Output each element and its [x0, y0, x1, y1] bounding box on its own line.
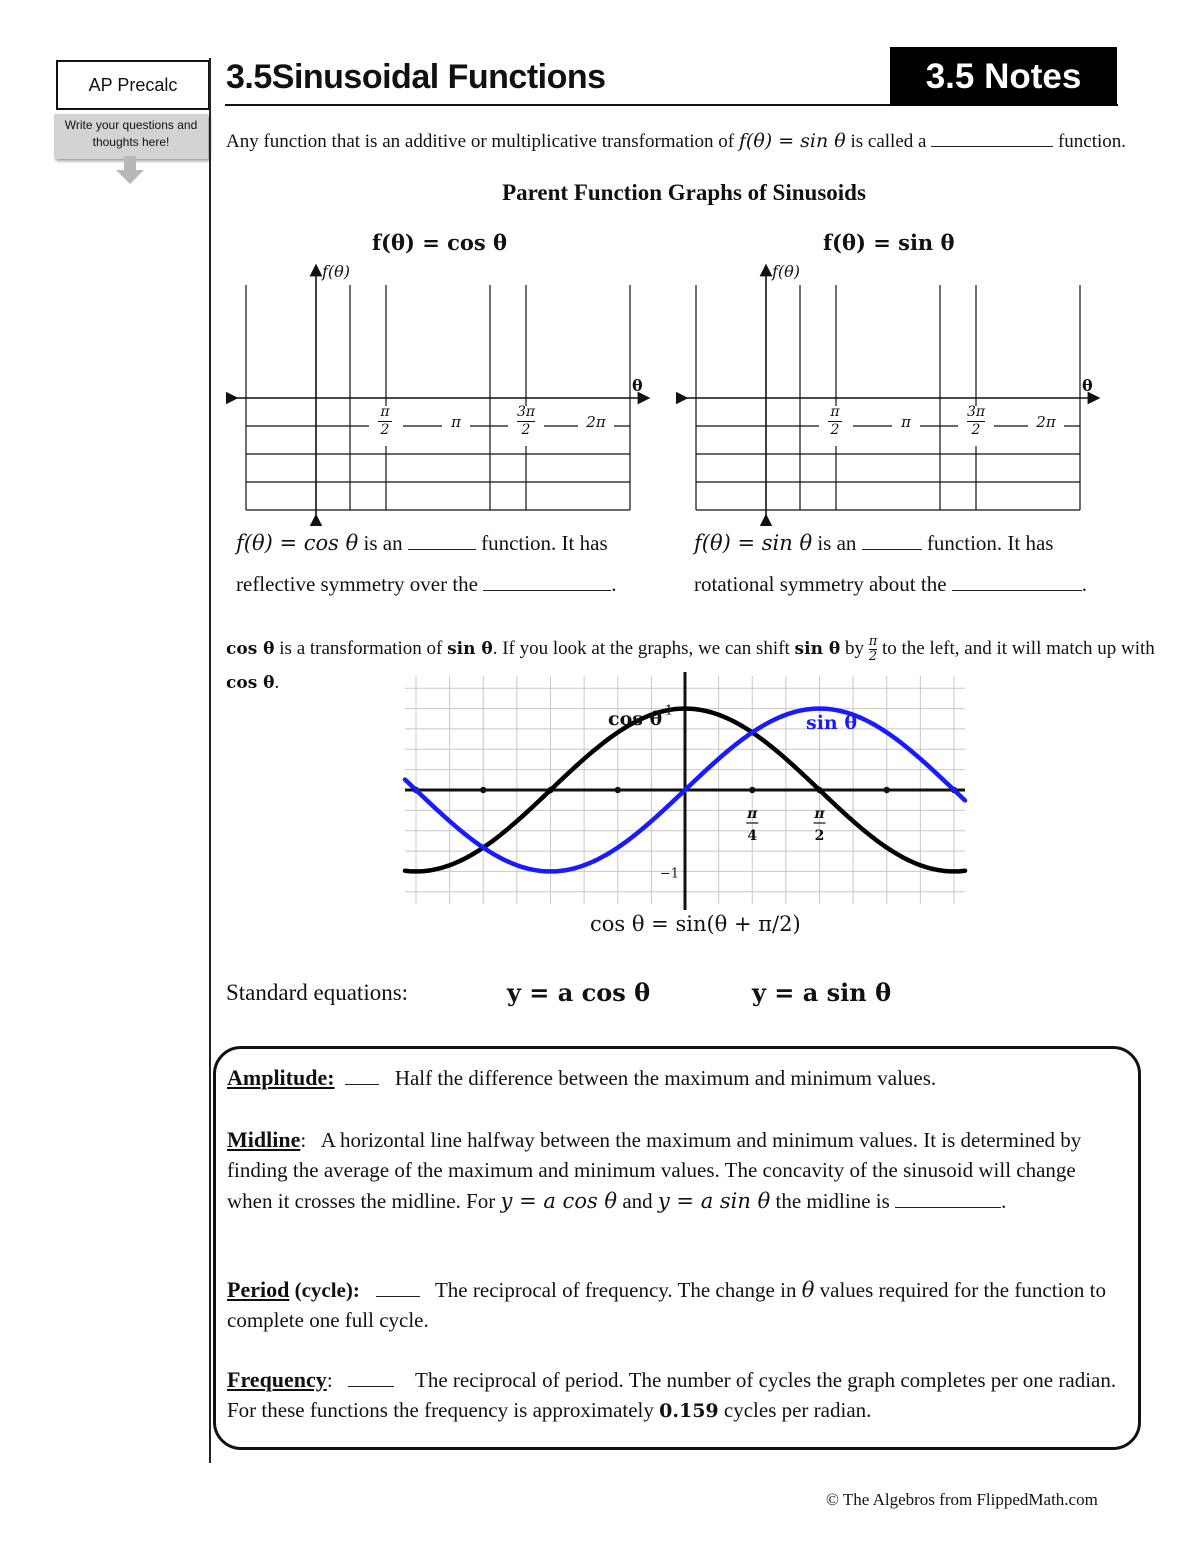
sin-legend-label: sin θ: [806, 712, 858, 734]
sin-tick-2pi: 2π: [1036, 413, 1056, 431]
cos-legend-label: cos θ: [608, 708, 663, 730]
sin-x-axis-label: θ: [1082, 376, 1093, 395]
axis-tick-dot: [884, 787, 890, 793]
parent-graphs-heading: Parent Function Graphs of Sinusoids: [502, 180, 866, 205]
frequency-definition: Frequency: The reciprocal of period. The number of cycles the graph completes per one radian. For these functions the frequency is approximately 0.159 cycles per radian.: [227, 1364, 1125, 1426]
sin-tick-pi: π: [901, 413, 911, 431]
notes-badge: 3.5 Notes: [890, 47, 1117, 106]
sin-tick-3pi-over-2: 3π 2: [966, 404, 986, 438]
cos-tick-pi: π: [451, 413, 461, 431]
cos-parent-grid: [226, 258, 656, 526]
frequency-blank[interactable]: [348, 1364, 394, 1387]
intro-text-2: is called a: [845, 130, 932, 152]
period-definition: Period (cycle): The reciprocal of frequency. The change in θ values required for the function to complete one full cycle.: [227, 1274, 1125, 1335]
transformation-paragraph: cos θ is a transformation of sin θ. If you look at the graphs, we can shift sin θ by $\frac{\pi}{2}$ to the left, and it will match up with cos θ.: [226, 634, 1155, 693]
x-tick-denominator: 2: [814, 828, 825, 844]
standard-equations-label: Standard equations:: [226, 980, 409, 1005]
cos-tick-2pi: 2π: [586, 413, 606, 431]
shift-fraction: $\frac{\pi}{2}$: [868, 634, 878, 665]
cos-symmetry-blank[interactable]: [483, 568, 611, 591]
y-tick-label-neg1: −1: [659, 866, 679, 882]
x-tick-numerator: π: [747, 806, 758, 822]
intro-math: f(θ) = sin θ: [738, 129, 846, 152]
title-text: Sinusoidal Functions: [271, 58, 606, 96]
sin-parent-grid: [676, 258, 1106, 526]
axis-tick-dot: [480, 787, 486, 793]
title-number: 3.5: [226, 58, 272, 96]
footer-copyright: © The Algebros from FlippedMath.com: [826, 1490, 1098, 1509]
sin-graph-title: f(θ) = sin θ: [823, 230, 955, 255]
intro-paragraph: [226, 126, 1146, 156]
amplitude-definition: Amplitude: Half the difference between the maximum and minimum values.: [227, 1062, 1125, 1093]
cos-caption: f(θ) = cos θ is an function. It has reflective symmetry over the .: [236, 523, 656, 605]
period-blank[interactable]: [376, 1274, 420, 1297]
cos-graph-title: f(θ) = cos θ: [372, 230, 508, 255]
sin-caption: f(θ) = sin θ is an function. It has rotational symmetry about the .: [694, 523, 1134, 605]
axis-tick-dot: [615, 787, 621, 793]
standard-equation-cos: y = a cos θ: [507, 978, 651, 1007]
intro-text-3: function.: [1053, 130, 1127, 152]
down-arrow-icon: [116, 156, 146, 186]
x-tick-numerator: π: [814, 806, 825, 822]
sidebar-hint: Write your questions and thoughts here!: [54, 114, 208, 159]
sin-y-axis-label: f(θ): [772, 262, 801, 281]
intro-text-1: Any function that is an additive or multiplicative transformation of: [226, 130, 739, 152]
course-label: AP Precalc: [56, 60, 210, 110]
sin-tick-pi-over-2: π 2: [819, 404, 851, 439]
x-tick-denominator: 4: [747, 828, 758, 844]
answer-blank[interactable]: [931, 126, 1053, 147]
page-title: [226, 58, 606, 97]
cos-tick-pi-over-2: π 2: [369, 404, 401, 439]
cos-sin-identity: cos θ = sin(θ + π/2): [590, 912, 801, 936]
sin-symmetry-blank[interactable]: [952, 568, 1082, 591]
y-tick-label-1: 1: [664, 703, 673, 719]
cos-tick-3pi-over-2: 3π 2: [516, 404, 536, 438]
midline-blank[interactable]: [895, 1185, 1001, 1208]
margin-divider: [209, 58, 211, 1463]
axis-tick-dot: [749, 787, 755, 793]
midline-definition: Midline: A horizontal line halfway between the maximum and minimum values. It is determined by finding the average of the maximum and minimum values. The concavity of the sinusoid will change when it crosses the midline. For y = a cos θ and y = a sin θ the midline is .: [227, 1127, 1082, 1214]
amplitude-blank[interactable]: [345, 1062, 379, 1085]
cos-y-axis-label: f(θ): [322, 262, 351, 281]
standard-equation-sin: y = a sin θ: [752, 978, 892, 1007]
cos-parity-blank[interactable]: [408, 527, 476, 550]
cos-x-axis-label: θ: [632, 376, 643, 395]
sin-parity-blank[interactable]: [862, 527, 922, 550]
sinusoid-chart: [400, 668, 970, 916]
